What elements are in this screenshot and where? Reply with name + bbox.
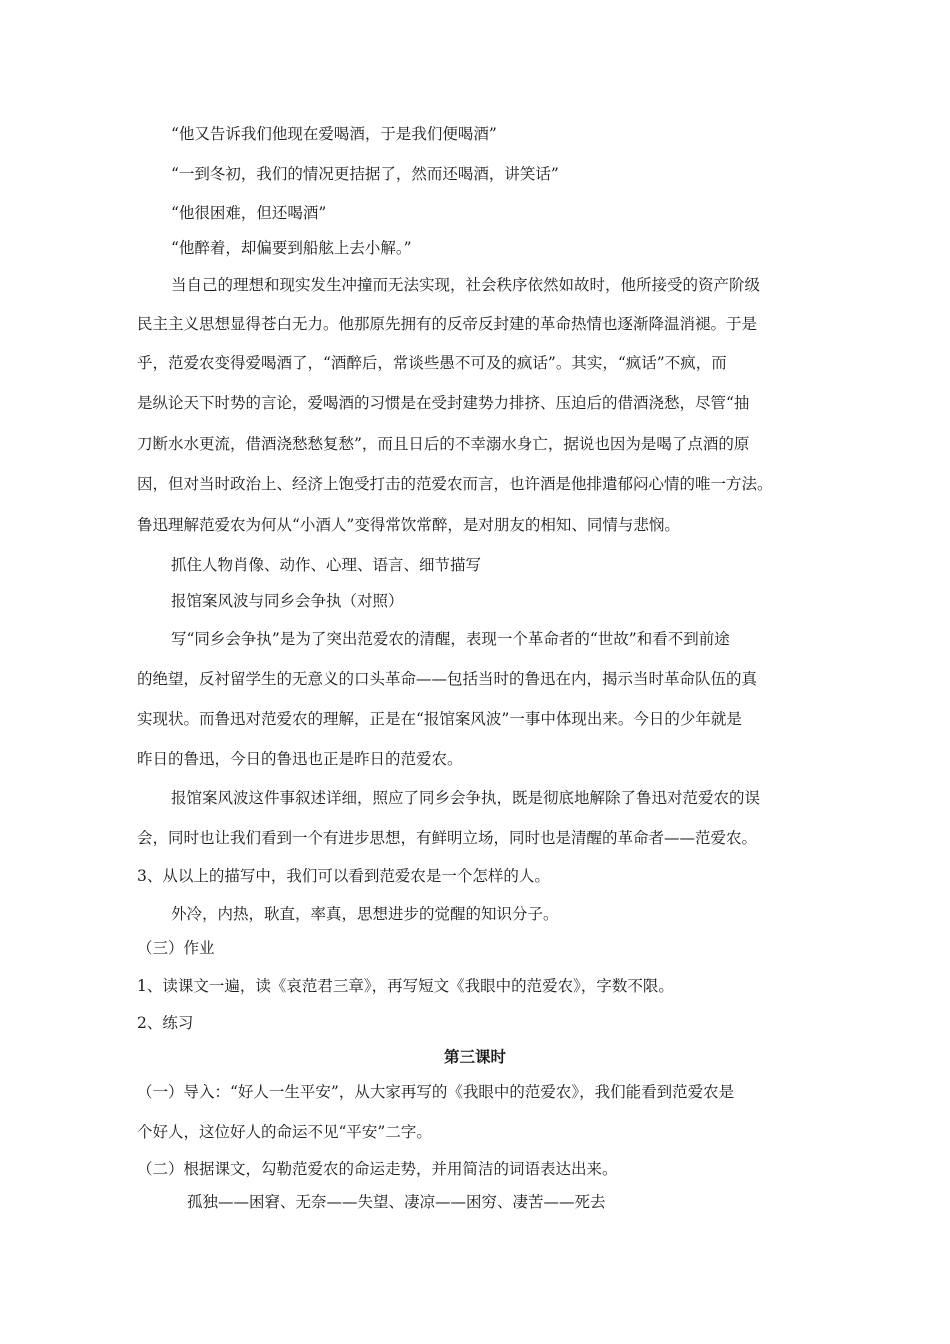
- quote-line: “一到冬初，我们的情况更拮据了，然而还喝酒，讲笑话”: [171, 165, 559, 183]
- paragraph-line: 会，同时也让我们看到一个有进步思想，有鲜明立场，同时也是清醒的革命者——范爱农。: [137, 829, 758, 847]
- paragraph-line: 的绝望，反衬留学生的无意义的口头革命——包括当时的鲁迅在内，揭示当时革命队伍的真: [137, 670, 758, 688]
- paragraph-line: 因，但对当时政治上、经济上饱受打击的范爱农而言，也许酒是他排遣郁闷心情的唯一方法。: [137, 475, 773, 493]
- paragraph-line: 报馆案风波这件事叙述详细，照应了同乡会争执，既是彻底地解除了鲁迅对范爱农的误: [171, 789, 761, 807]
- lesson-title: 第三课时: [443, 1048, 506, 1066]
- paragraph-line: 昨日的鲁迅，今日的鲁迅也正是昨日的范爱农。: [137, 750, 463, 768]
- note-line: 抓住人物肖像、动作、心理、语言、细节描写: [171, 556, 482, 574]
- quote-line: “他很困难，但还喝酒”: [171, 204, 327, 222]
- paragraph-line: 当自己的理想和现实发生冲撞而无法实现，社会秩序依然如故时，他所接受的资产阶级: [171, 276, 761, 294]
- fate-line: 孤独——困窘、无奈——失望、凄凉——困穷、凄苦——死去: [187, 1193, 606, 1211]
- paragraph-line: 民主主义思想显得苍白无力。他那原先拥有的反帝反封建的革命热情也逐渐降温消褪。于是: [137, 315, 758, 333]
- question-item: 3、从以上的描写中，我们可以看到范爱农是一个怎样的人。: [137, 867, 550, 885]
- note-line: 报馆案风波与同乡会争执（对照）: [171, 592, 404, 610]
- section-heading: （三）作业: [137, 939, 215, 957]
- step-line: （二）根据课文，勾勒范爱农的命运走势，并用简洁的词语表达出来。: [137, 1160, 618, 1178]
- paragraph-line: 个好人，这位好人的命运不见“平安”二字。: [137, 1123, 432, 1141]
- paragraph-line: 刀断水水更流，借酒浇愁愁复愁”，而且日后的不幸溺水身亡，据说也因为是喝了点酒的原: [137, 435, 750, 453]
- quote-line: “他又告诉我们他现在爱喝酒，于是我们便喝酒”: [171, 125, 497, 143]
- paragraph-line: （一）导入：“好人一生平安”，从大家再写的《我眼中的范爱农》，我们能看到范爱农是: [137, 1083, 735, 1101]
- homework-item: 1、读课文一遍，读《哀范君三章》，再写短文《我眼中的范爱农》，字数不限。: [137, 977, 674, 995]
- paragraph-line: 是纵论天下时势的言论，爱喝酒的习惯是在受封建势力排挤、压迫后的借酒浇愁，尽管“抽: [137, 394, 750, 412]
- answer-line: 外冷，内热，耿直，率真，思想进步的觉醒的知识分子。: [171, 905, 559, 923]
- quote-line: “他醉着，却偏要到船舷上去小解。”: [171, 239, 412, 257]
- paragraph-line: 写“同乡会争执”是为了突出范爱农的清醒，表现一个革命者的“世故”和看不到前途: [171, 630, 730, 648]
- paragraph-line: 鲁迅理解范爱农为何从“小酒人”变得常饮常醉，是对朋友的相知、同情与悲悯。: [137, 516, 680, 534]
- homework-item: 2、练习: [137, 1014, 194, 1032]
- paragraph-line: 乎，范爱农变得爱喝酒了，“酒醉后，常谈些愚不可及的疯话”。其实，“疯话”不疯，而: [137, 354, 727, 372]
- paragraph-line: 实现状。而鲁迅对范爱农的理解，正是在“报馆案风波”一事中体现出来。今日的少年就是: [137, 710, 742, 728]
